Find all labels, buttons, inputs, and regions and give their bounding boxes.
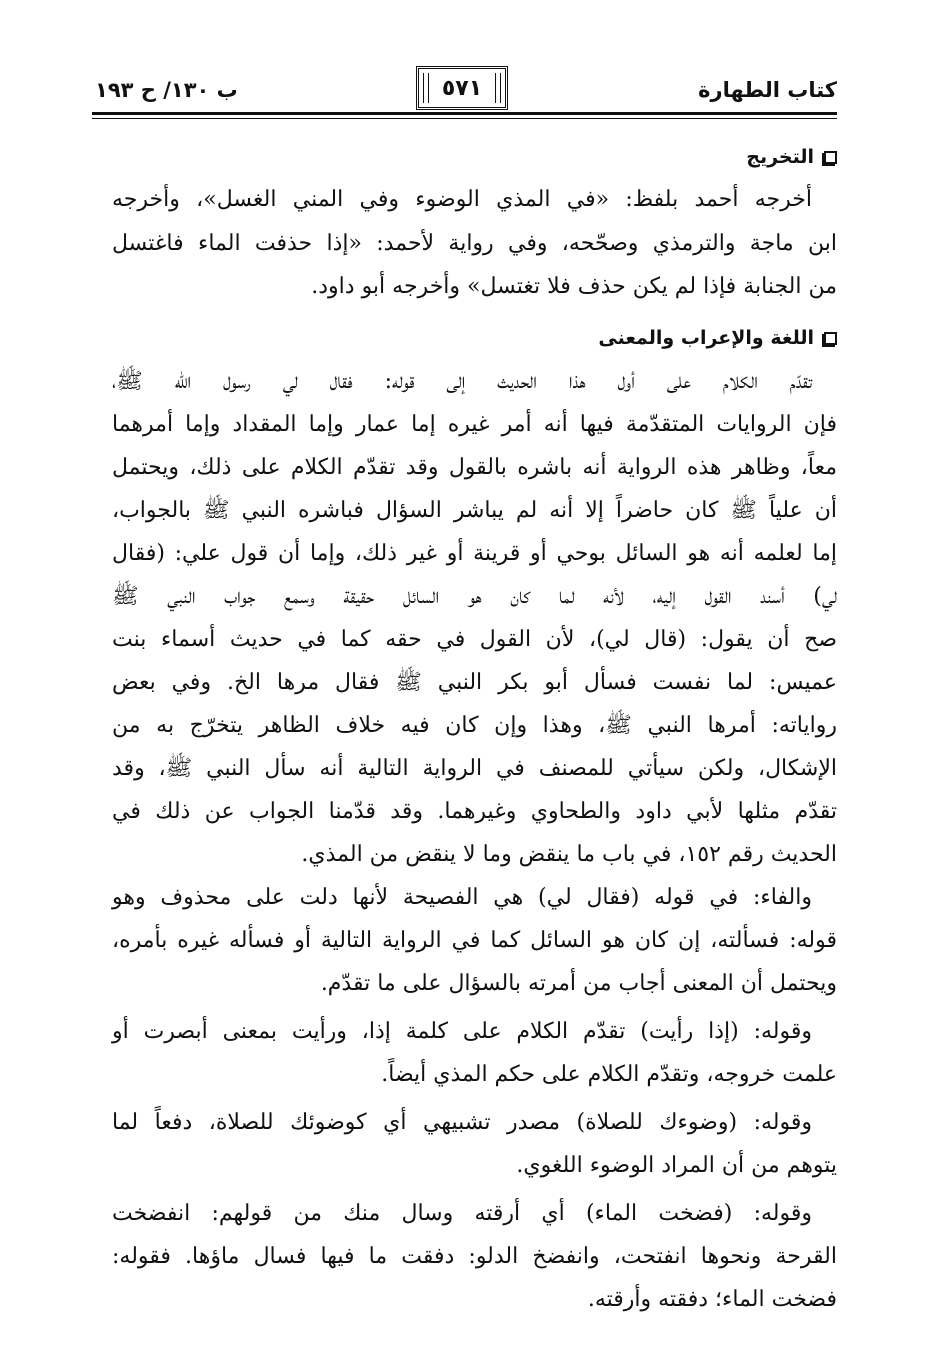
text-line: ويحتمل أن المعنى أجاب من أمرته بالسؤال على ما تقدّم. bbox=[320, 971, 837, 996]
text-line: القرحة ونحوها انفتحت، وانفضخ الدلو: دفقت ما فيها فسال ماؤها. فقوله: bbox=[112, 1244, 837, 1269]
header-rule-thin bbox=[92, 118, 837, 119]
text-line: صح أن يقول: (قال لي)، لأن القول في حقه كما في حديث أسماء بنت bbox=[112, 627, 837, 652]
text-line: فضخت الماء؛ دفقته وأرقته. bbox=[587, 1287, 837, 1312]
text-line: والفاء: في قوله (فقال لي) هي الفصيحة لأنها دلت على محذوف وهو bbox=[112, 885, 812, 910]
text-line: الإشكال، ولكن سيأتي للمصنف في الرواية التالية أنه سأل النبي ﷺ، وقد bbox=[112, 756, 837, 781]
page-number-frame bbox=[416, 66, 508, 110]
text-line: يتوهم من أن المراد الوضوء اللغوي. bbox=[516, 1153, 837, 1178]
text-line: ابن ماجة والترمذي وصحّحه، وفي رواية لأحمد: «إذا حذفت الماء فاغتسل bbox=[112, 231, 837, 256]
checkbox-square-icon bbox=[824, 151, 837, 164]
text-line: تقدّم الكلام على أول هذا الحديث إلى قوله: فقال لي رسول الله ﷺ، bbox=[112, 369, 812, 394]
section-heading-language bbox=[598, 327, 837, 349]
text-line: قوله: فسألته، إن كان هو السائل كما في الرواية التالية أو فسأله غيره بأمره، bbox=[112, 928, 837, 953]
section-heading-text: التخريج bbox=[746, 146, 814, 168]
chapter-title: كتاب الطهارة bbox=[698, 78, 837, 102]
text-line: تقدّم مثلها لأبي داود والطحاوي وغيرهما. وقد قدّمنا الجواب عن ذلك في bbox=[112, 799, 837, 824]
text-line: من الجنابة فإذا لم يكن حذف فلا تغتسل» وأخرجه أبو داود. bbox=[311, 274, 837, 299]
text-line: فإن الروايات المتقدّمة فيها أنه أمر غيره إما عمار وإما المقداد وإما أمرهما bbox=[112, 412, 837, 437]
text-line: وقوله: (وضوءك للصلاة) مصدر تشبيهي أي كوضوئك للصلاة، دفعاً لما bbox=[112, 1110, 812, 1135]
text-line: معاً، وظاهر هذه الرواية أنه باشره بالقول وقد تقدّم الكلام على ذلك، ويحتمل bbox=[112, 455, 837, 480]
text-line: إما لعلمه أنه هو السائل بوحي أو قرينة أو غير ذلك، وإما أن قول علي: (فقال bbox=[112, 541, 837, 566]
header-rule-thick bbox=[92, 112, 837, 115]
text-line: الحديث رقم ١٥٢، في باب ما ينقض وما لا ينقض من المذي. bbox=[301, 842, 837, 867]
text-line: علمت خروجه، وتقدّم الكلام على حكم المذي أيضاً. bbox=[381, 1062, 837, 1087]
text-line: أن علياً ﷺ كان حاضراً إلا أنه لم يباشر السؤال فباشره النبي ﷺ بالجواب، bbox=[112, 498, 837, 523]
text-line: عميس: لما نفست فسأل أبو بكر النبي ﷺ فقال مرها الخ. وفي بعض bbox=[112, 670, 837, 695]
section-heading-text: اللغة والإعراب والمعنى bbox=[598, 327, 814, 349]
text-line: وقوله: (إذا رأيت) تقدّم الكلام على كلمة إذا، ورأيت بمعنى أبصرت أو bbox=[112, 1019, 812, 1044]
checkbox-square-icon bbox=[824, 332, 837, 345]
text-line: وقوله: (فضخت الماء) أي أرقته وسال منك من قولهم: انفضخت bbox=[112, 1201, 812, 1226]
hadith-reference: ب ١٣٠/ ح ١٩٣ bbox=[95, 78, 238, 102]
page-number: ٥٧١ bbox=[441, 75, 483, 101]
text-line: أخرجه أحمد بلفظ: «في المذي الوضوء وفي المني الغسل»، وأخرجه bbox=[112, 187, 812, 212]
text-line: رواياته: أمرها النبي ﷺ، وهذا وإن كان فيه خلاف الظاهر يتخرّج به من bbox=[112, 713, 837, 738]
section-heading-takhrij bbox=[746, 146, 837, 168]
text-line: لي) أسند القول إليه، لأنه لما كان هو السائل حقيقة وسمع جواب النبي ﷺ bbox=[112, 584, 837, 609]
